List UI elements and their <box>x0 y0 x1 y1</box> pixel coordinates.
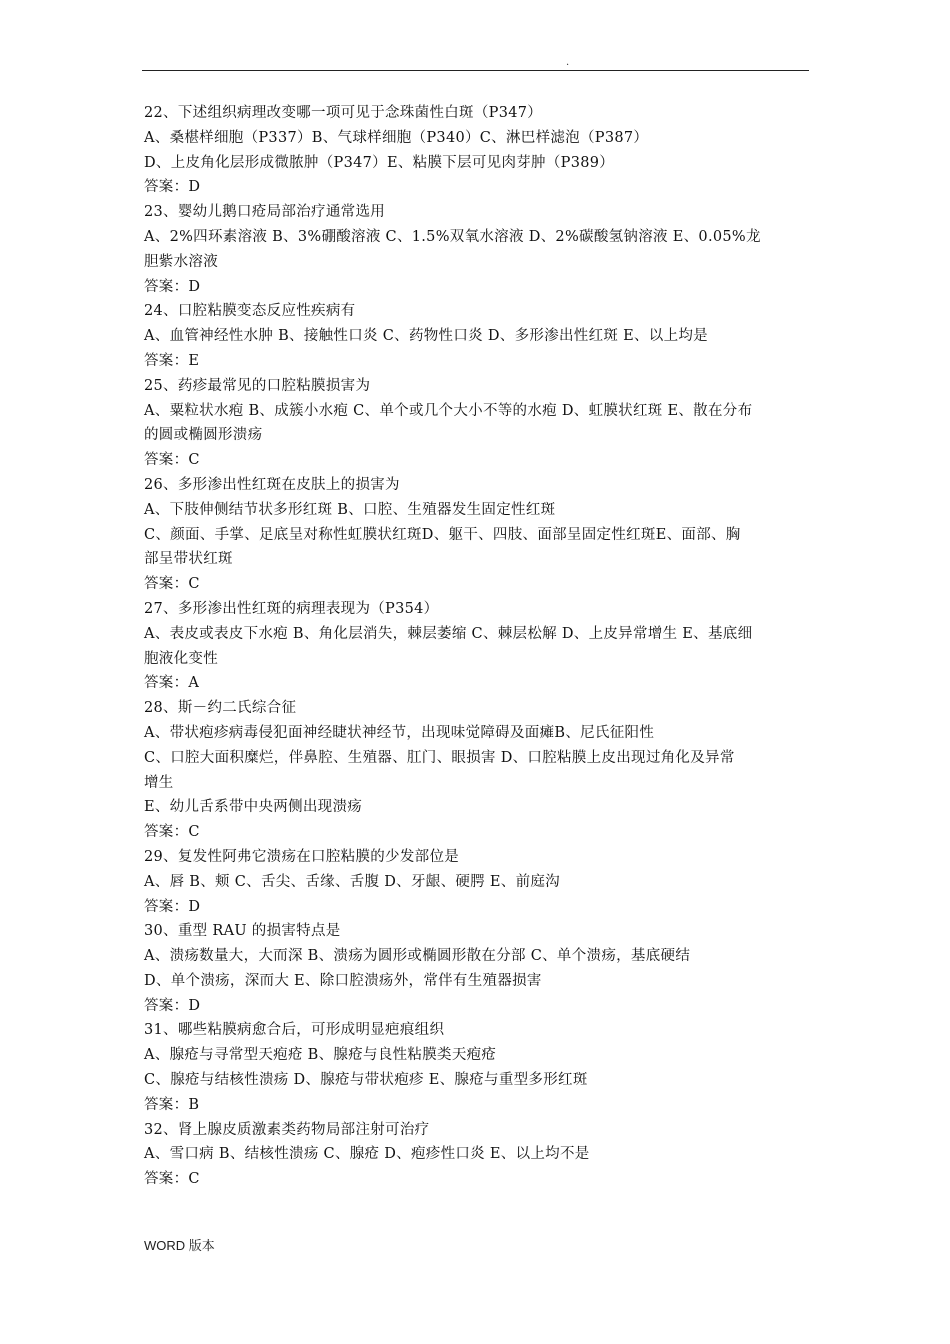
text-line: 答案：C <box>144 452 200 469</box>
text-line: 部呈带状红斑 <box>144 551 233 568</box>
text-line: 答案：C <box>144 824 200 841</box>
text-line: 23、婴幼儿鹅口疮局部治疗通常选用 <box>144 204 386 221</box>
text-line: D、单个溃疡，深而大 E、除口腔溃疡外，常伴有生殖器损害 <box>144 972 542 989</box>
text-line: A、桑椹样细胞（P337）B、气球样细胞（P340）C、淋巴样滤泡（P387） <box>144 129 649 146</box>
text-line: 答案：D <box>144 278 201 295</box>
document-body <box>144 101 810 1192</box>
text-line: A、腺疮与寻常型天疱疮 B、腺疮与良性粘膜类天疱疮 <box>144 1047 497 1064</box>
text-line: 30、重型 RAU 的损害特点是 <box>144 923 341 940</box>
text-line: 胞液化变性 <box>144 650 218 667</box>
text-line: 增生 <box>144 774 174 791</box>
text-line: 答案：C <box>144 576 200 593</box>
text-line: C、口腔大面积糜烂，伴鼻腔、生殖器、肛门、眼损害 D、口腔粘膜上皮出现过角化及异常 <box>144 749 735 766</box>
text-line: 答案：B <box>144 1096 200 1113</box>
text-line: 32、肾上腺皮质激素类药物局部注射可治疗 <box>144 1121 430 1138</box>
text-line: 25、药疹最常见的口腔粘膜损害为 <box>144 377 371 394</box>
text-line: 24、口腔粘膜变态反应性疾病有 <box>144 303 356 320</box>
text-line: 31、哪些粘膜病愈合后，可形成明显疤痕组织 <box>144 1022 445 1039</box>
text-line: A、血管神经性水肿 B、接触性口炎 C、药物性口炎 D、多形渗出性红斑 E、以上均是 <box>144 328 708 345</box>
text-line: A、2%四环素溶液 B、3%硼酸溶液 C、1.5%双氧水溶液 D、2%碳酸氢钠溶液 E、0.05%龙 <box>144 228 761 245</box>
text-line: A、唇 B、颊 C、舌尖、舌缘、舌腹 D、牙龈、硬腭 E、前庭沟 <box>144 873 560 890</box>
text-line: 答案：D <box>144 997 201 1014</box>
text-line: D、上皮角化层形成微脓肿（P347）E、粘膜下层可见肉芽肿（P389） <box>144 154 615 171</box>
text-line: 答案：D <box>144 179 201 196</box>
text-line: 29、复发性阿弗它溃疡在口腔粘膜的少发部位是 <box>144 848 460 865</box>
text-line: A、溃疡数量大，大而深 B、溃疡为圆形或椭圆形散在分部 C、单个溃疡，基底硬结 <box>144 948 691 965</box>
page-footer: WORD 版本 <box>144 1238 215 1253</box>
text-line: 答案：C <box>144 1171 200 1188</box>
text-line: A、表皮或表皮下水疱 B、角化层消失，棘层萎缩 C、棘层松解 D、上皮异常增生 E、基底细 <box>144 625 753 642</box>
text-line: 的圆或椭圆形溃疡 <box>144 427 263 444</box>
header-dot: . <box>566 57 570 68</box>
text-line: 答案：E <box>144 352 200 369</box>
text-line: 28、斯－约二氏综合征 <box>144 700 297 717</box>
text-line: 胆紫水溶液 <box>144 253 218 270</box>
text-line: A、粟粒状水疱 B、成簇小水疱 C、单个或几个大小不等的水疱 D、虹膜状红斑 E、散在分布 <box>144 402 753 419</box>
text-line: 27、多形渗出性红斑的病理表现为（P354） <box>144 600 439 617</box>
text-line: C、颜面、手掌、足底呈对称性虹膜状红斑D、躯干、四肢、面部呈固定性红斑E、面部、胸 <box>144 526 741 543</box>
text-line: 22、下述组织病理改变哪一项可见于念珠菌性白斑（P347） <box>144 105 543 121</box>
text-line: 答案：D <box>144 898 201 915</box>
text-line: A、下肢伸侧结节状多形红斑 B、口腔、生殖器发生固定性红斑 <box>144 501 556 518</box>
text-line: 答案：A <box>144 675 200 692</box>
header-rule <box>142 70 809 71</box>
text-line: A、带状疱疹病毒侵犯面神经睫状神经节，出现味觉障碍及面瘫B、尼氏征阳性 <box>144 724 655 741</box>
text-line: E、幼儿舌系带中央两侧出现溃疡 <box>144 799 363 816</box>
text-line: C、腺疮与结核性溃疡 D、腺疮与带状疱疹 E、腺疮与重型多形红斑 <box>144 1072 588 1089</box>
text-line: 26、多形渗出性红斑在皮肤上的损害为 <box>144 476 400 493</box>
text-line: A、雪口病 B、结核性溃疡 C、腺疮 D、疱疹性口炎 E、以上均不是 <box>144 1146 590 1163</box>
